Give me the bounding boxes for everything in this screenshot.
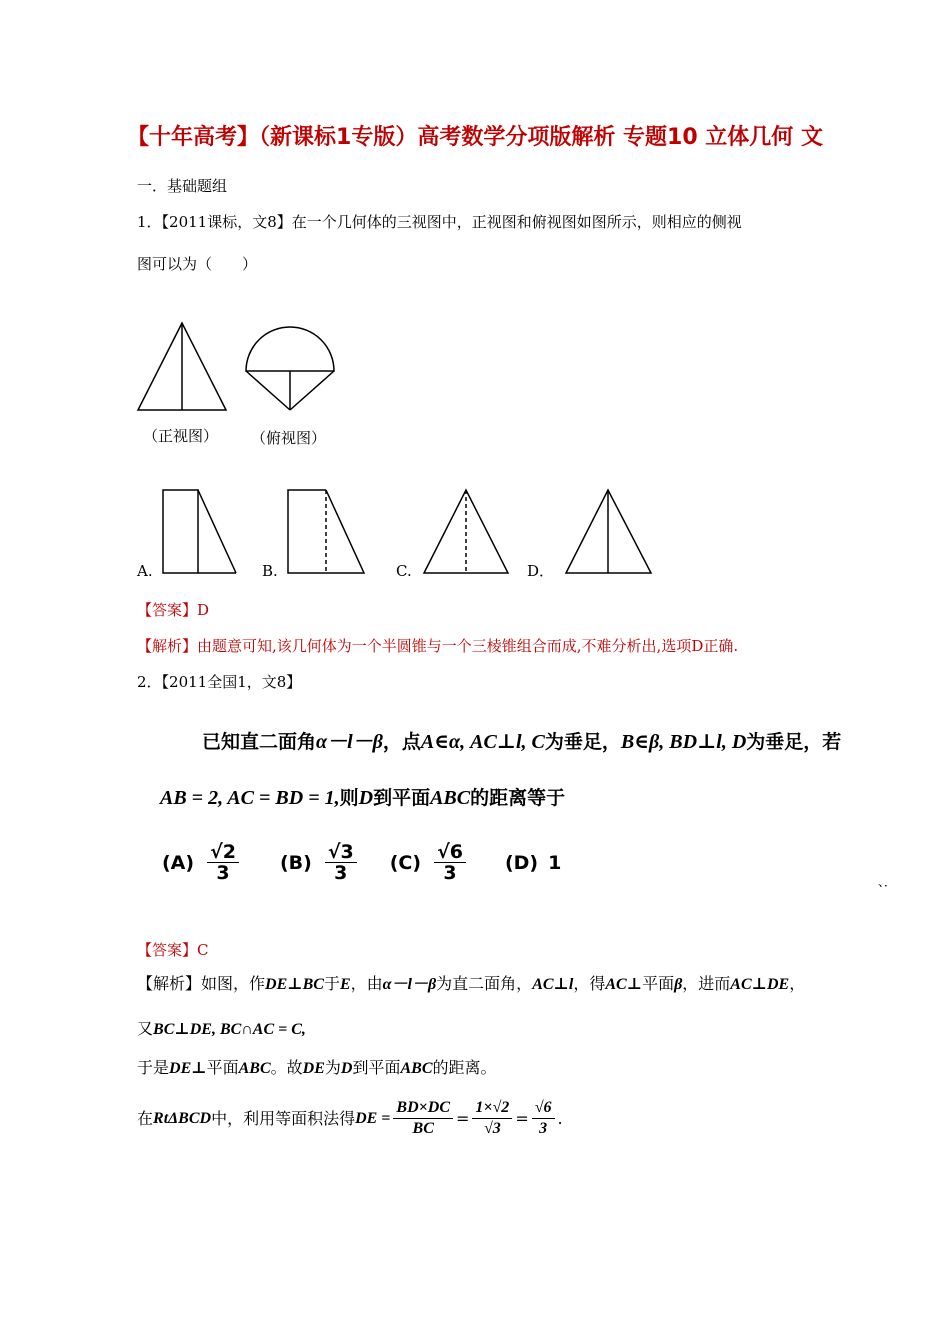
stray-mark: 、． [878,875,897,889]
option-c-figure [424,490,508,573]
text: ， [789,974,806,993]
q2-analysis-line3 [137,1058,497,1079]
text: 到平面 [352,1058,401,1077]
analysis-label: 【解析】 [137,637,198,655]
numerator: √6 [434,842,466,863]
answer-label: 【答案】 [137,601,198,619]
text: 。故 [270,1058,303,1077]
text: ，由 [350,974,383,993]
text: 的距离等于 [470,787,566,809]
text: 为直二面角， [436,974,533,993]
numerator: √3 [325,842,357,863]
option-d-label: D． [527,562,555,580]
q1-analysis [137,636,738,656]
math: A∈α, AC⊥l, C [420,731,545,753]
text: 为垂足， [544,731,621,753]
text: 又 [137,1019,154,1038]
q2-option-c-value [434,842,466,883]
front-view-figure [138,323,226,410]
answer-value: D [197,601,210,619]
math: D [340,1060,353,1077]
q2-option-c-label: (C) [389,851,422,874]
q1-answer [137,600,209,620]
math: β [674,976,683,993]
math: ABC [430,787,471,809]
q2-option-d-value: 1 [548,851,562,874]
math: B∈β, BD⊥l, D [620,731,747,753]
answer-value: C [197,941,209,959]
section-heading: 一．基础题组 [137,177,228,195]
denominator: BC [412,1120,434,1137]
math: AC⊥ [605,976,643,993]
text: ，进而 [682,974,731,993]
option-c-label: C. [396,562,412,580]
numerator: 1×√2 [472,1098,512,1119]
text: 则 [339,787,359,809]
q2-option-a-value [207,842,239,883]
math: BC⊥DE, BC∩AC = C, [153,1021,306,1038]
q2-option-a-label: (A) [162,851,195,874]
analysis-label: 【解析】 [137,974,202,993]
page-title: 【十年高考】（新课标1专版）高考数学分项版解析 专题10 立体几何 文 [127,125,823,150]
top-view-figure [246,327,334,410]
math: RtΔBCD [153,1109,212,1127]
q2-stem: 2．【2011全国1，文8】 [137,673,302,691]
q2-option-b-value [325,842,357,883]
numerator: √2 [207,842,239,863]
q2-problem-line2 [160,783,565,810]
analysis-text: 由题意可知,该几何体为一个半圆锥与一个三棱锥组合而成,不难分析出,选项D正确. [197,637,739,655]
fraction [472,1098,512,1139]
fraction [393,1098,453,1139]
denominator: √3 [483,1120,501,1137]
denominator: 3 [443,862,457,884]
math: D [358,787,374,809]
text: 在 [137,1108,154,1128]
answer-label: 【答案】 [137,941,198,959]
option-d-figure [566,490,651,573]
text: 到平面 [373,787,431,809]
option-a-figure [163,490,236,573]
math: α－l－β [316,731,383,753]
math: DE⊥BC [265,976,324,993]
math: DE = [355,1109,391,1127]
math: AB = 2, AC = BD = 1, [160,787,340,809]
math: α－l－β [382,976,437,993]
q1-stem-line1: 1．【2011课标，文8】在一个几何体的三视图中，正视图和俯视图如图所示，则相应的侧视 [137,213,742,231]
option-a-label: A. [137,562,153,580]
q2-problem-line1 [202,725,841,754]
top-view-caption: （俯视图） [251,429,327,447]
text: 为垂足，若 [746,731,842,753]
text: 于 [323,974,340,993]
q1-stem-line2: 图可以为（ ） [137,255,258,273]
front-view-caption: （正视图） [143,427,219,445]
q2-answer [137,940,209,960]
equals: = [515,1108,529,1128]
text: 平面 [642,974,675,993]
text: 于是 [137,1058,170,1077]
math: AC⊥l [532,976,574,993]
text: ，点 [382,731,421,753]
q2-analysis-line2 [137,1019,306,1040]
option-b-label: B. [262,562,278,580]
numerator: BD×DC [393,1098,453,1119]
text: 平面 [206,1058,239,1077]
text: 已知直二面角 [202,731,317,753]
q2-options [162,842,561,883]
q2-option-b-label: (B) [279,851,312,874]
q2-option-d-label: (D) [504,851,539,874]
text: ，得 [573,974,606,993]
denominator: 3 [539,1120,548,1137]
q2-analysis-line1 [137,974,805,995]
text: 的距离。 [432,1058,497,1077]
text: 中，利用等面积法得 [211,1108,356,1128]
text: 如图，作 [201,974,266,993]
math: DE⊥ [169,1060,207,1077]
math: AC⊥DE [730,976,790,993]
equals: = [456,1108,470,1128]
math: ABC [400,1060,433,1077]
text: . [557,1108,563,1128]
denominator: 3 [334,862,348,884]
math: DE [302,1060,325,1077]
fraction [532,1098,555,1139]
math: E [339,976,351,993]
q2-analysis-line4 [137,1098,563,1139]
numerator: √6 [532,1098,555,1119]
option-b-figure [288,490,364,573]
denominator: 3 [216,862,230,884]
math: ABC [238,1060,271,1077]
text: 为 [324,1058,341,1077]
